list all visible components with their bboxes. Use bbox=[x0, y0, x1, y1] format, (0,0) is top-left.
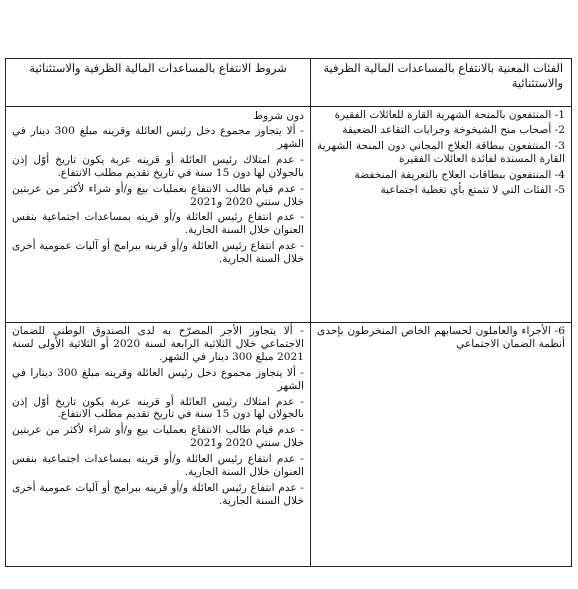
header-categories: الفئات المعنية بالانتفاع بالمساعدات المالية الظرفية والاستثنائية bbox=[311, 59, 572, 107]
condition-text: - عدم انتفاع رئيس العائلة و/أو قرينه بمساعدات اجتماعية بنفس العنوان خلال السنة الجارية. bbox=[12, 211, 304, 237]
condition-text: - عدم انتفاع رئيس العائلة و/أو قرينه ببرامج أو آليات عمومية أخرى خلال السنة الجارية. bbox=[12, 240, 304, 266]
condition-item bbox=[12, 325, 304, 364]
condition-text: - عدم قيام طالب الانتفاع بعمليات بيع و/أو شراء لأكثر من عربتين خلال سنتي 2020 و2021 bbox=[12, 424, 304, 450]
condition-text: - عدم امتلاك رئيس العائلة أو قرينه عربة يكون تاريخ أوّل إذن بالجولان لها دون 15 سنة في تاريخ تقديم مطلب الانتفاع. bbox=[12, 395, 304, 421]
category-item bbox=[317, 169, 565, 182]
condition-text: - عدم امتلاك رئيس العائلة أو قرينه عربة يكون تاريخ أوّل إذن بالجولان لها دون 15 سنة في تاريخ تقديم مطلب الانتفاع. bbox=[12, 153, 304, 179]
condition-item bbox=[12, 183, 304, 209]
condition-item bbox=[12, 453, 304, 479]
condition-text: - ألا يتجاوز مجموع دخل رئيس العائلة وقرينه مبلغ 300 دينار في الشهر bbox=[12, 125, 304, 150]
category-item bbox=[317, 184, 565, 197]
category-item bbox=[317, 124, 565, 137]
row2-categories-cell bbox=[311, 323, 572, 567]
eligibility-table-container bbox=[5, 58, 571, 567]
table-header-row bbox=[6, 59, 572, 107]
category-text: 5- الفئات التي لا تتمتع بأي تغطية اجتماعية bbox=[380, 184, 565, 197]
category-text: 1- المنتفعون بالمنحة الشهرية القارة للعائلات الفقيرة bbox=[334, 109, 565, 121]
category-text: 3- المنتفعون ببطاقة العلاج المجاني دون المنحة الشهرية القارة المسندة لفائدة العائلات الفقيرة bbox=[317, 139, 565, 166]
condition-text: - عدم انتفاع رئيس العائلة و/أو قرينه بمساعدات اجتماعية بنفس العنوان خلال السنة الجارية. bbox=[12, 453, 304, 479]
category-text: 4- المنتفعون ببطاقات العلاج بالتعريفة المنخفضة bbox=[354, 168, 565, 181]
header-conditions: شروط الانتفاع بالمساعدات المالية الظرفية والاستثنائية bbox=[6, 59, 311, 107]
condition-text: - ألا يتجاوز مجموع دخل رئيس العائلة وقرينه مبلغ 300 دينارا في الشهر bbox=[12, 366, 304, 392]
category-text: 2- أصحاب منح الشيخوخة وجرايات التقاعد الضعيفة bbox=[342, 124, 565, 137]
condition-item bbox=[12, 367, 304, 393]
condition-item bbox=[12, 154, 304, 180]
row2-conditions-cell bbox=[6, 323, 311, 567]
category-item bbox=[317, 140, 565, 167]
eligibility-table bbox=[5, 58, 572, 567]
condition-item bbox=[12, 211, 304, 237]
category-text: 6- الأجراء والعاملون لحسابهم الخاص المنخرطون بإحدى أنظمة الضمان الاجتماعي bbox=[317, 325, 565, 351]
condition-item bbox=[12, 424, 304, 450]
condition-item bbox=[12, 482, 304, 508]
table-row bbox=[6, 107, 572, 323]
condition-item bbox=[12, 396, 304, 422]
table-row bbox=[6, 323, 572, 567]
row1-conditions-cell bbox=[6, 107, 311, 323]
condition-item bbox=[12, 240, 304, 266]
category-item bbox=[317, 325, 565, 352]
condition-text: - عدم قيام طالب الانتفاع بعمليات بيع و/أو شراء لأكثر من عربتين خلال سنتي 2020 و2021 bbox=[12, 182, 304, 208]
category-item bbox=[317, 109, 565, 122]
condition-text: - ألا يتجاوز الأجر المصرّح به لدى الصندوق الوطني للضمان الاجتماعي خلال الثلاثية الرابعة لسنة 2020 أو الثلاثية الأولى لسنة 2021 مبلغ 300 دينار في الشهر. bbox=[12, 325, 304, 363]
no-conditions-label: دون شروط bbox=[253, 110, 304, 122]
condition-text: - عدم انتفاع رئيس العائلة و/أو قرينه ببرامج أو آليات عمومية أخرى خلال السنة الجارية. bbox=[12, 481, 304, 507]
condition-item bbox=[12, 125, 304, 151]
row1-categories-cell bbox=[311, 107, 572, 323]
